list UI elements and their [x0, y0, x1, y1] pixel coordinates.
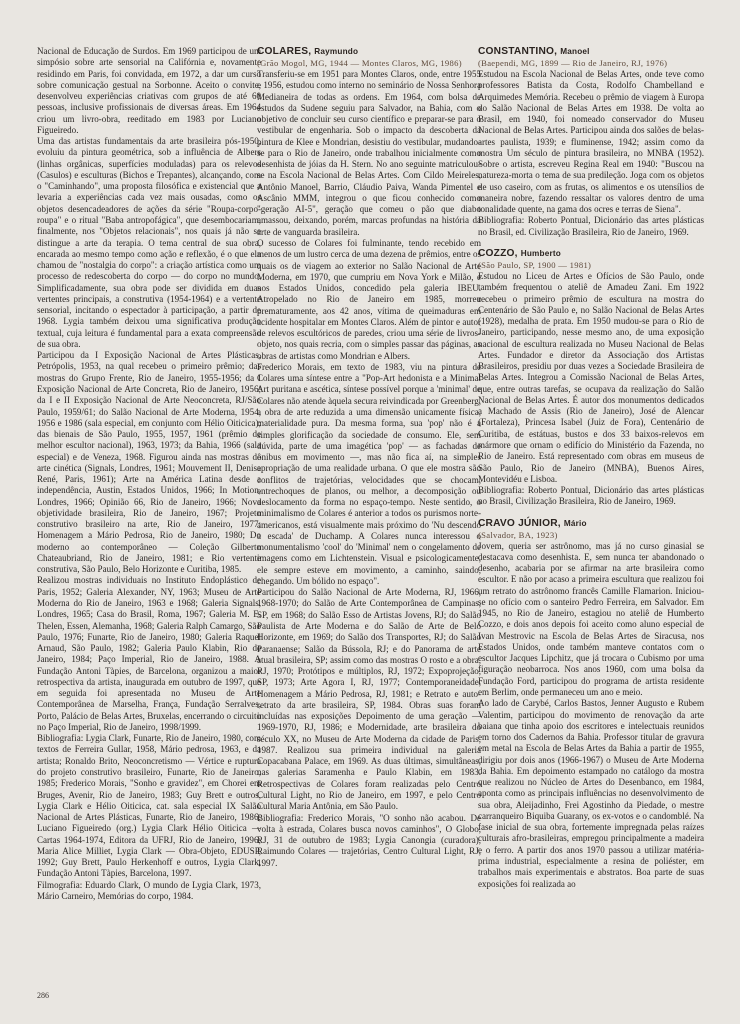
paragraph: Participou da I Exposição Nacional de Artes Plásticas, Petrópolis, 1953, na qual recebeu o primeiro prêmio; das mostras do Grupo Frente, Rio de Janeiro, 1955-1956; da I Exposição Nacional de Arte Concreta, Rio de Janeiro, 1956; da I e II Exposição Nacional de Arte Neoconcreta, RJ/São Paulo, 1959/61; do Salão Nacional de Arte Moderna, 1954, 1956 e 1986 (sala especial, em conjunto com Hélio Oiticica); das bienais de São Paulo, 1955, 1957, 1961 (prêmio de melhor escultor nacional), 1963, 1973; da Bahia, 1966 (sala especial) e de Veneza, 1968. Figurou ainda nas mostras de arte cinética (Signals, Londres, 1961; Mouvement II, Denise René, Paris, 1961); Arte na América Latina desde a independência, Austin, Estados Unidos, 1966; In Motion, Londres, 1966; Opinião 66, Rio de Janeiro, 1966; Nova objetividade brasileira, Rio de Janeiro, 1967; Projeto construtivo brasileiro na arte, Rio de Janeiro, 1977; Homenagem a Mário Pedrosa, Rio de Janeiro, 1980; Do moderno ao contemporâneo — Coleção Gilberto Chateaubriand, Rio de Janeiro, 1981; e Rio vertente construtiva, São Paulo, Belo Horizonte e Curitiba, 1985. [37, 350, 261, 575]
paragraph: Bibliografia: Lygia Clark, Funarte, Rio de Janeiro, 1980, com textos de Ferreira Gullar, 1958, Mário pedrosa, 1963, e da artista; Ronaldo Brito, Neoconcretismo — Vértice e ruptura do projeto construtivo brasileiro, Funarte, Rio de Janeiro, 1985; Frederico Morais, "Sonho e gravidez", em Chorei em Bruges, Avenir, Rio de Janeiro, 1983; Guy Brett e outros, Lygia Clark e Hélio Oiticica, cat. sala especial IX Salão Nacional de Artes Plásticas, Funarte, Rio de Janeiro, 1986; Luciano Figueiredo (org.) Lygia Clark Hélio Oiticica — Cartas 1964-1974, Editora da UFRJ, Rio de Janeiro, 1996; Maria Alice Milliet, Lygia Clark — Obra-Objeto, EDUSP, 1992; Guy Brett, Paulo Herkenhoff e outros, Lygia Clark, Fundação Antoni Tàpies, Barcelona, 1997. [37, 733, 261, 879]
column-left [37, 46, 261, 994]
artist-surname: CONSTANTINO, [478, 46, 558, 57]
artist-origin: (Salvador, BA, 1923) [478, 529, 558, 540]
artist-entry-colares [257, 46, 481, 869]
artist-surname: COZZO, [478, 247, 518, 259]
artist-name [478, 518, 704, 530]
artist-surname: CRAVO JÚNIOR, [478, 517, 561, 529]
artist-first-name: Humberto [520, 248, 561, 258]
artist-entry-cozzo [478, 248, 704, 508]
artist-origin: (São Paulo, SP, 1900 — 1981) [478, 259, 592, 270]
artist-name [478, 248, 704, 260]
artist-surname: COLARES, [257, 46, 312, 57]
paragraph: Bibliografia: Frederico Morais, "O sonho não acabou. De volta à estrada, Colares busca novos caminhos", O Globo, RJ, 31 de outubro de 1983; Lygia Canongia (curadora), Raimundo Colares — trajetórias, Centro Cultural Light, RJ, 1997. [257, 812, 481, 868]
artist-origin: (Grão Mogol, MG, 1944 — Montes Claros, MG, 1986) [257, 58, 462, 68]
artist-origin: (Baependi, MG, 1899 — Rio de Janeiro, RJ, 1976) [478, 58, 668, 68]
paragraph: Filmografia: Eduardo Clark, O mundo de Lygia Clark, 1973, Mário Carneiro, Memórias do corpo, 1984. [37, 879, 261, 901]
paragraph: Realizou mostras individuais no Instituto Endoplástico de Paris, 1952; Galeria Alexander, NY, 1963; Museu de Arte Moderna do Rio de Janeiro, 1963 e 1968; Galeria Signals, Londres, 1965; Casa do Brasil, Roma, 1967; Galeria M. E. Thelen, Essen, Alemanha, 1968; Galeria Ralph Camargo, São Paulo, 1976; Funarte, Rio de Janeiro, 1980; Galeria Raquel Arnaud, São Paulo, 1982; Galeria Paulo Klabin, Rio de Janeiro, 1984; Paço Imperial, Rio de Janeiro, 1988. A Fundação Antoni Tàpies, de Barcelona, organizou a maior retrospectiva da artista, inaugurada em outubro de 1997, que em seguida foi apresentada no Museu de Arte Contemporânea de Marselha, França, Fundação Serralves, Porto, Palácio de Belas Artes, Bruxelas, encerrando o circuito no Paço Imperial, Rio de Janeiro, 1998/1999. [37, 575, 261, 732]
paragraph: Uma das artistas fundamentais da arte brasileira pós-1950, evoluiu da pintura geométrica, sob a influência de Albers (linhas orgânicas, superfícies moduladas) para os relevos (Casulos) e esculturas (Bichos e Trepantes), alcançando, com o "Caminhando", uma proposta filosófica e existencial que a levaria a experiências cada vez mais ousadas, como os objetos desencadeadores de ações da série "Roupa-corpo-roupa" e o ritual "Baba antropofágica", que desembocariam, finalmente, nos "Objetos relacionais", nos quais já não se distingue a arte da terapia. O tema central de sua obra, encarada ao mesmo tempo como ação e reflexão, é o que ela chamou de "nostalgia do corpo": a criação artística como um processo de redescoberta do corpo — do corpo no mundo. Simplificadamente, sua obra pode ser dividida em duas vertentes principais, a construtiva (1954-1964) e a vertente sensorial, incitando o espectador à participação, a partir de 1968. Lygia também deixou uma significativa produção textual, cuja leitura é fundamental para a exata compreensão de sua obra. [37, 136, 261, 349]
paragraph: Transferiu-se em 1951 para Montes Claros, onde, entre 1955 e 1956, estudou como interno no seminário de Nossa Senhora Medianeira de todas as ordens. Em 1964, com bolsa de estudos da Sudene seguiu para Salvador, na Bahia, com o objetivo de concluir seu curso científico e preparar-se para o vestibular de engenharia. Sob o impacto da descoberta da pintura de Klee e Mondrian, desistiu do vestibular, mudando-se para o Rio de Janeiro, onde trabalhou inicialmente como desenhista de jóias da H. Stern. No ano seguinte matriculou-se na Escola Nacional de Belas Artes. Com Cildo Meireles, Antônio Manoel, Barrio, Cláudio Paiva, Wanda Pimentel e Ascânio MMM, integrou o que ficou conhecido como "geração AI-5", geração que comeu o pão que diabo amassou, deixando, porém, marcas profundas na história da arte de vanguarda brasileira. [257, 69, 481, 237]
paragraph: Nacional de Educação de Surdos. Em 1969 participou de um simpósio sobre arte sensorial na Califórnia e, novamente residindo em Paris, foi convidada, em 1972, a dar um curso sobre comunicação gestual na Sorbonne. Aceito o convite, desenvolveu experiências criativas com grupos de até 60 pessoas, inclusive profissionais de diversas áreas. Em 1964 criou um livro-obra, reeditado em 1983 por Luciano Figueiredo. [37, 46, 261, 135]
paragraph: O sucesso de Colares foi fulminante, tendo recebido em menos de um lustro cerca de uma dezena de prêmios, entre os quais os de viagem ao exterior no Salão Nacional de Arte Moderna, em 1970, que cumpriu em Nova York e Milão, e nos Estados Unidos, concedido pela galeria IBEU. Atropelado no Rio de Janeiro em 1985, morreu prematuramente, aos 42 anos, vítima de queimaduras em acidente hospitalar em Montes Claros. Além de pintor e autor de relevos escultóricos de paredes, criou uma série de livros-objeto, nos quais recria, com o simples passar das páginas, as obras de artistas como Mondrian e Albers. [257, 237, 481, 361]
artist-first-name: Raymundo [314, 47, 359, 56]
column-right [478, 46, 704, 994]
paragraph: Estudou na Escola Nacional de Belas Artes, onde teve como professores Batista da Costa, Rodolfo Chambelland e Arquimedes Memória. Recebeu o prêmio de viagem à Europa do Salão Nacional de Belas Artes em 1938. De volta ao Brasil, em 1940, foi nomeado conservador do Museu Nacional de Belas Artes. Participou ainda dos salões de belas-artes paulista, 1939; e fluminense, 1942; assim como da mostra Um século de pintura brasileira, no MNBA (1952). Sobre o artista, escreveu Regina Real em 1940: "Buscou na natureza-morta o tema de sua predileção. Joga com os objetos de uso caseiro, com as frutas, os alimentos e os utensílios de maneira nobre, fazendo ressaltar os valores dentro de uma tonalidade quente, na gama dos ocres e terras de Siena". [478, 69, 704, 215]
paragraph: Bibliografia: Roberto Pontual, Dicionário das artes plásticas no Brasil, Civilização Brasileira, Rio de Janeiro, 1969. [478, 485, 704, 507]
artist-name [257, 46, 481, 58]
artist-entry-constantino [478, 46, 704, 238]
page-number: 286 [37, 991, 49, 1000]
artist-entry-cravo-junior [478, 518, 704, 890]
paragraph: Frederico Morais, em texto de 1983, viu na pintura de Colares uma síntese entre a "Pop-Art hedonista e a Minimal Art puritana e ascética, síntese possível porque a 'minimal' de Colares não atende àquela secura reivindicada por Greenberg, a obra de arte reduzida a uma dimensão unicamente física, materialidade pura. Da mesma forma, sua 'pop' não é a simples glorificação da sociedade de consumo. Ele, sem dúvida, parte de uma imagética 'pop' — as fachadas de ônibus em movimento —, mas não fica aí, na simples apropriação de uma realidade urbana. O que ele mostra são conflitos de trajetórias, velocidades que se chocam, entrechoques de planos, ou melhor, a decomposição ou deslocamento da forma no espaço-tempo. Neste sentido, o minimalismo de Colares é anterior a todos os purismos norte-americanos, está visualmente mais próximo do 'Nu descendo a escada' de Duchamp. A Colares nunca interessou o monumentalismo 'cool' do 'Minimal' nem o congelamento de imagens como em Lichtenstein. Visual e psicologicamente, ele sempre esteve em movimento, a caminho, saindo, chegando. Um bólido no espaço". [257, 361, 481, 586]
artist-name [478, 46, 704, 58]
artist-first-name: Mário [563, 518, 587, 528]
paragraph: Jovem, queria ser astrônomo, mas já no curso ginasial se destacava como desenhista. E, sem nunca ter abandonado o desenho, acabaria por se afirmar na arte brasileira como escultor. E não por acaso a primeira escultura que realizou foi um retrato do astrônomo francês Camille Flamarion. Iniciou-se no ofício com o santeiro Pedro Ferreira, em Salvador. Em 1945, no Rio de Janeiro, estagiou no ateliê de Humberto Cozzo, e dois anos depois foi aceito como aluno especial de Ivan Mestrovic na Escola de Belas Artes de Siracusa, nos Estados Unidos, onde também manteve contatos com o escultor Jacques Lipchitz, que já trocara o Cubismo por uma figuração neobarroca. Nos anos 1960, com uma bolsa da Fundação Ford, participou do programa de artista residente em Berlim, onde permaneceu um ano e meio. [478, 540, 704, 698]
column-middle [257, 46, 481, 994]
paragraph: Bibliografia: Roberto Pontual, Dicionário das artes plásticas no Brasil, ed. Civilização Brasileira, Rio de Janeiro, 1969. [478, 215, 704, 237]
artist-first-name: Manoel [560, 47, 590, 56]
paragraph: Ao lado de Carybé, Carlos Bastos, Jenner Augusto e Rubem Valentim, participou do movimento de renovação da arte baiana que tinha apoio dos escritores e intelectuais reunidos em torno dos Cadernos da Bahia. Professor titular de gravura em metal na Escola de Belas Artes da Bahia a partir de 1955, dirigiu por dois anos (1966-1967) o Museu de Arte Moderna da Bahia. Em depoimento estampado no catálogo da mostra que realizou no Núcleo de Artes do Desenbanco, em 1984, aponta como as principais influências no desenvolvimento de sua obra, Aleijadinho, Frei Agostinho da Piedade, o mestre carranqueiro Biquiba Guarany, os ex-votos e o candomblé. Na fase inicial de sua obra, fortemente impregnada pelas raízes culturais afro-brasileiras, empregou principalmente a madeira e o ferro. A partir dos anos 1970 passou a utilizar matéria-prima industrial, especialmente a resina de poliéster, em trabalhos mais experimentais e abstratos. Boa parte de suas exposições foi realizada ao [478, 698, 704, 889]
paragraph: Estudou no Liceu de Artes e Ofícios de São Paulo, onde também frequentou o ateliê de Amadeu Zani. Em 1922 recebeu o primeiro prêmio de escultura na mostra do Centenário de São Paulo e, no Salão Nacional de Belas Artes (1928), medalha de prata. Em 1950 mudou-se para o Rio de Janeiro, participando, nesse mesmo ano, de uma exposição nacional de escultura realizada no Museu Nacional de Belas Artes. Fundador e diretor da Associação dos Artistas Brasileiros, presidiu por duas vezes a Sociedade Brasileira de Belas Artes. Integrou a Comissão Nacional de Belas Artes, que, entre outras tarefas, se ocupava da realização do Salão Nacional de Belas Artes. É autor dos monumentos dedicados a Machado de Assis (Rio de Janeiro), José de Alencar (Fortaleza), Princesa Isabel (Juiz de Fora), Centenário de Curitiba, de estátuas, bustos e dos 33 baixos-relevos em mármore que ornam o edifício do Ministério da Fazenda, no Rio de Janeiro. Está representado com obras em museus de São Paulo, Rio de Janeiro (MNBA), Buenos Aires, Montevidéu e Lisboa. [478, 270, 704, 484]
paragraph: Participou do Salão Nacional de Arte Moderna, RJ, 1966, 1968-1970; do Salão de Arte Contemporânea de Campinas, SP, em 1968; do Salão Esso de Artistas Jovens, RJ; do Salão Paulista de Arte Moderna e do Salão de Arte de Belo Horizonte, em 1969; do Salão dos Transportes, RJ; do Salão Paranaense; Salão da Bússola, RJ; e do Panorama de arte atual brasileira, SP; assim como das mostras O rosto e a obra, RJ, 1970; Protótipos e múltiplos, RJ, 1972; Expoprojeção, SP, 1973; Arte Agora I, RJ, 1977; Contemporaneidade, Homenagem a Mário Pedrosa, RJ, 1981; e Retrato e auto-retrato da arte brasileira, SP, 1984. Obras suas foram incluídas nas exposições Depoimento de uma geração — 1969-1970, RJ, 1986; e Modernidade, arte brasileira do século XX, no Museu de Arte Moderna da cidade de Paris, 1987. Realizou sua primeira individual na galeria Copacabana Palace, em 1969. As duas últimas, simultâneas, nas galerias Saramenha e Paulo Klabin, em 1983. Retrospectivas de Colares foram realizadas pelo Centro Cultural Light, no Rio de Janeiro, em 1997, e pelo Centro Cultural Maria Antônia, em São Paulo. [257, 587, 481, 812]
